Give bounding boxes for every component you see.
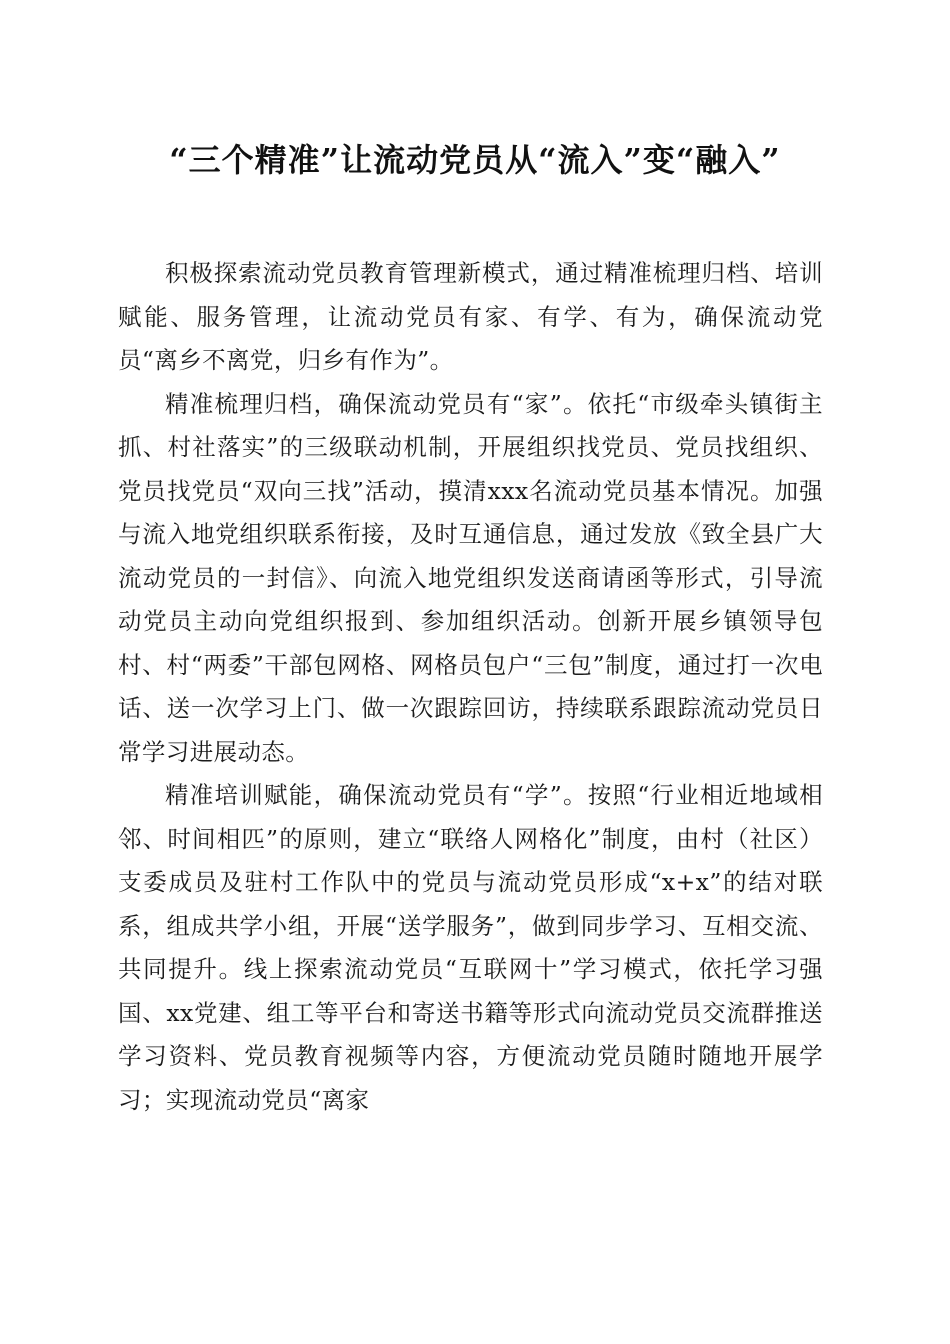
paragraph-training: 精准培训赋能，确保流动党员有“学”。按照“行业相近地域相邻、时间相匹”的原则，建立“联络人网格化”制度，由村（社区）支委成员及驻村工作队中的党员与流动党员形成“x+x”的结对联系，组成共学小组，开展“送学服务”，做到同步学习、互相交流、共同提升。线上探索流动党员“互联网十”学习模式，依托学习强国、xx党建、组工等平台和寄送书籍等形式向流动党员交流群推送学习资料、党员教育视频等内容，方便流动党员随时随地开展学习；实现流动党员“离家 [118, 781, 823, 1114]
document-body [118, 252, 823, 1122]
paragraph-archive: 精准梳理归档，确保流动党员有“家”。依托“市级牵头镇街主抓、村社落实”的三级联动机制，开展组织找党员、党员找组织、党员找党员“双向三找”活动，摸清xxx名流动党员基本情况。加强与流入地党组织联系衔接，及时互通信息，通过发放《致全县广大流动党员的一封信》、向流入地党组织发送商请函等形式，引导流动党员主动向党组织报到、参加组织活动。创新开展乡镇领导包村、村“两委”干部包网格、网格员包户“三包”制度，通过打一次电话、送一次学习上门、做一次跟踪回访，持续联系跟踪流动党员日常学习进展动态。 [118, 389, 823, 766]
document-title: “三个精准”让流动党员从“流入”变“融入” [169, 141, 781, 179]
paragraph-intro: 积极探索流动党员教育管理新模式，通过精准梳理归档、培训赋能、服务管理，让流动党员有家、有学、有为，确保流动党员“离乡不离党，归乡有作为”。 [118, 259, 823, 374]
